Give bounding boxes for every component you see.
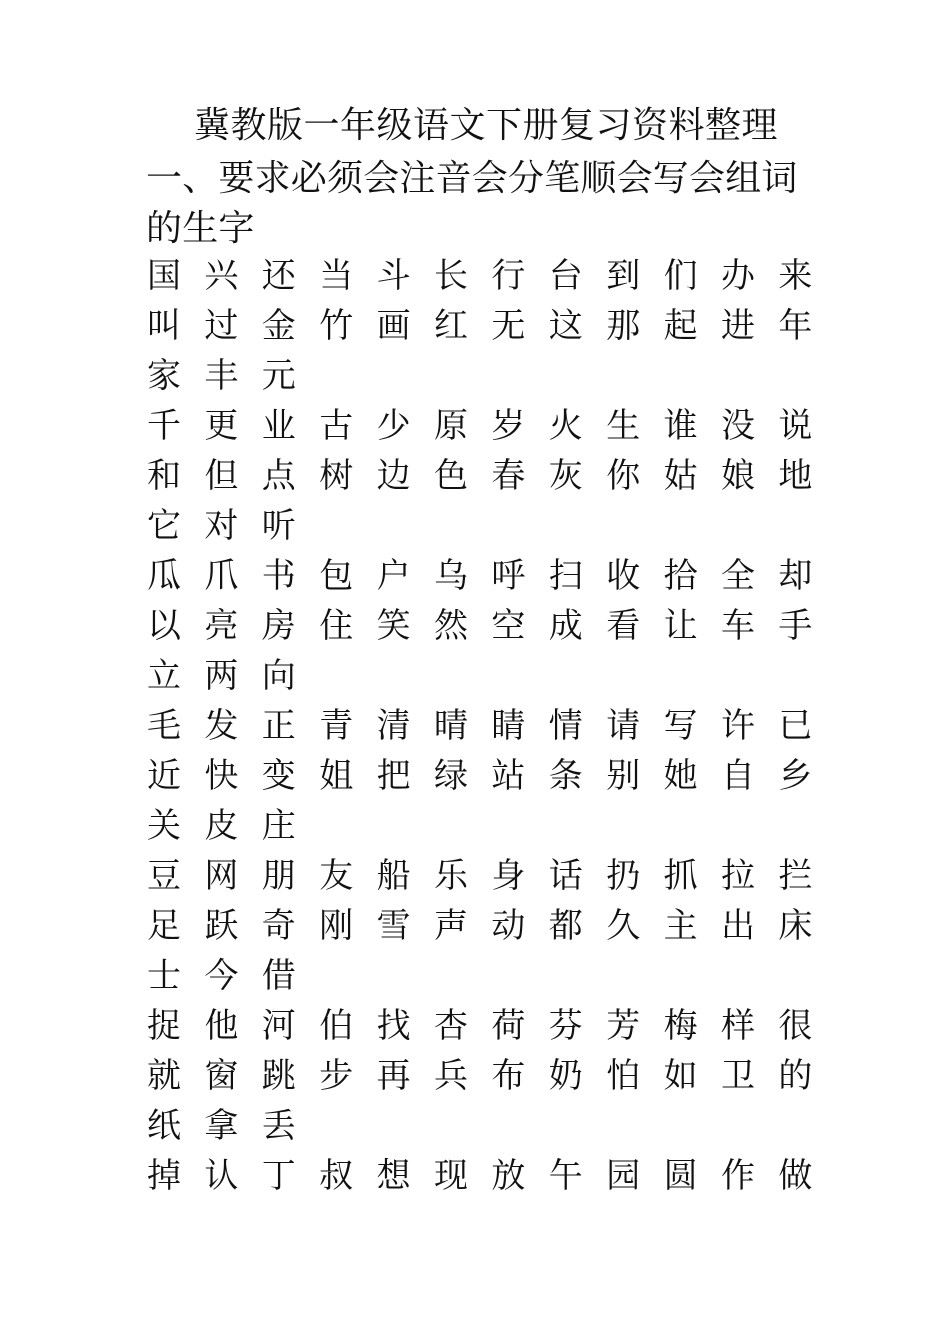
character-item: 再 [376,1056,411,1096]
character-item: 想 [376,1156,411,1196]
character-item: 和 [147,456,181,496]
character-item: 却 [778,556,813,596]
character-item: 河 [261,1006,296,1046]
character-item: 拿 [204,1106,239,1146]
character-item: 请 [606,706,641,746]
section-heading [146,154,816,254]
character-item: 没 [721,406,755,446]
character-row [146,253,816,303]
character-item: 乌 [434,556,468,596]
character-item: 让 [663,606,698,646]
character-item: 晴 [434,706,468,746]
character-item: 声 [434,906,468,946]
character-item: 他 [204,1006,239,1046]
character-row [146,753,816,803]
character-item: 丰 [204,356,239,396]
character-item: 起 [663,306,698,346]
character-item: 自 [721,756,755,796]
character-row [146,1103,816,1153]
character-item: 奇 [261,906,296,946]
character-item: 画 [376,306,411,346]
character-item: 刚 [319,906,354,946]
character-item: 捉 [147,1006,181,1046]
character-item: 豆 [147,856,181,896]
character-item: 借 [261,956,296,996]
character-item: 怕 [606,1056,641,1096]
character-item: 情 [548,706,583,746]
character-item: 地 [778,456,813,496]
character-item: 的 [778,1056,813,1096]
character-item: 以 [147,606,181,646]
character-item: 然 [434,606,468,646]
character-item: 芬 [548,1006,583,1046]
character-item: 步 [319,1056,354,1096]
character-item: 丢 [261,1106,296,1146]
character-item: 户 [376,556,411,596]
character-item: 如 [663,1056,698,1096]
character-item: 两 [204,656,239,696]
character-row [146,953,816,1003]
character-item: 床 [778,906,813,946]
character-item: 更 [204,406,239,446]
character-item: 原 [434,406,468,446]
character-item: 过 [204,306,239,346]
character-item: 毛 [147,706,181,746]
character-item: 样 [721,1006,755,1046]
character-row [146,903,816,953]
character-item: 立 [147,656,181,696]
character-item: 跳 [261,1056,296,1096]
character-item: 乡 [778,756,813,796]
character-item: 叫 [147,306,181,346]
character-item: 办 [721,256,755,296]
character-item: 兴 [204,256,239,296]
character-item: 房 [261,606,296,646]
character-item: 拦 [778,856,813,896]
character-item: 听 [261,506,296,546]
character-item: 姑 [663,456,698,496]
character-item: 雪 [376,906,411,946]
character-item: 她 [663,756,698,796]
character-item: 车 [721,606,755,646]
character-row [146,453,816,503]
character-item: 金 [261,306,296,346]
character-item: 火 [548,406,583,446]
character-item: 足 [147,906,181,946]
character-item: 边 [376,456,411,496]
character-item: 亮 [204,606,239,646]
character-item: 对 [204,506,239,546]
character-item: 家 [147,356,181,396]
character-item: 无 [491,306,526,346]
character-item: 瓜 [147,556,181,596]
character-item: 现 [434,1156,468,1196]
character-item: 青 [319,706,354,746]
character-item: 朋 [261,856,296,896]
character-item: 全 [721,556,755,596]
character-item: 庄 [261,806,296,846]
character-item: 圆 [663,1156,698,1196]
character-item: 生 [606,406,641,446]
character-row [146,1053,816,1103]
character-item: 荷 [491,1006,526,1046]
character-item: 来 [778,256,813,296]
character-item: 近 [147,756,181,796]
character-item: 千 [147,406,181,446]
character-item: 话 [548,856,583,896]
character-item: 娘 [721,456,755,496]
character-item: 还 [261,256,296,296]
character-item: 住 [319,606,354,646]
character-item: 丁 [261,1156,296,1196]
character-item: 跃 [204,906,239,946]
character-item: 认 [204,1156,239,1196]
character-item: 这 [548,306,583,346]
character-item: 掉 [147,1156,181,1196]
character-item: 谁 [663,406,698,446]
character-item: 奶 [548,1056,583,1096]
character-row [146,403,816,453]
character-item: 关 [147,806,181,846]
character-item: 动 [491,906,526,946]
character-item: 今 [204,956,239,996]
character-item: 它 [147,506,181,546]
character-item: 皮 [204,806,239,846]
character-item: 书 [261,556,296,596]
character-item: 芳 [606,1006,641,1046]
character-item: 出 [721,906,755,946]
character-item: 进 [721,306,755,346]
character-item: 笑 [376,606,411,646]
character-item: 元 [261,356,296,396]
character-item: 斗 [376,256,411,296]
character-list [146,253,816,1203]
character-item: 扔 [606,856,641,896]
character-row [146,653,816,703]
character-item: 看 [606,606,641,646]
character-item: 网 [204,856,239,896]
character-item: 园 [606,1156,641,1196]
character-item: 做 [778,1156,813,1196]
character-item: 纸 [147,1106,181,1146]
character-item: 士 [147,956,181,996]
character-item: 收 [606,556,641,596]
character-item: 点 [261,456,296,496]
character-item: 清 [376,706,411,746]
character-item: 都 [548,906,583,946]
character-item: 身 [491,856,526,896]
character-item: 放 [491,1156,526,1196]
character-item: 许 [721,706,755,746]
character-row [146,853,816,903]
character-row [146,553,816,603]
character-item: 红 [434,306,468,346]
character-item: 兵 [434,1056,468,1096]
character-item: 正 [261,706,296,746]
character-item: 古 [319,406,354,446]
character-item: 业 [261,406,296,446]
character-item: 色 [434,456,468,496]
character-row [146,603,816,653]
character-item: 杏 [434,1006,468,1046]
character-item: 就 [147,1056,181,1096]
character-item: 春 [491,456,526,496]
character-item: 拾 [663,556,698,596]
character-row [146,1153,816,1203]
character-item: 变 [261,756,296,796]
character-item: 叔 [319,1156,354,1196]
character-item: 但 [204,456,239,496]
character-item: 年 [778,306,813,346]
character-item: 把 [376,756,411,796]
character-item: 到 [606,256,641,296]
character-item: 站 [491,756,526,796]
character-item: 行 [491,256,526,296]
character-item: 发 [204,706,239,746]
character-item: 拉 [721,856,755,896]
document-title: 冀教版一年级语文下册复习资料整理 [194,105,779,146]
character-row [146,803,816,853]
character-item: 作 [721,1156,755,1196]
character-item: 伯 [319,1006,354,1046]
character-item: 向 [261,656,296,696]
character-item: 窗 [204,1056,239,1096]
character-item: 灰 [548,456,583,496]
character-item: 久 [606,906,641,946]
character-item: 卫 [721,1056,755,1096]
character-item: 们 [663,256,698,296]
character-item: 国 [147,256,181,296]
character-item: 空 [491,606,526,646]
character-item: 那 [606,306,641,346]
character-item: 竹 [319,306,354,346]
character-item: 主 [663,906,698,946]
character-row [146,703,816,753]
character-item: 睛 [491,706,526,746]
character-item: 成 [548,606,583,646]
character-item: 说 [778,406,813,446]
character-item: 别 [606,756,641,796]
character-item: 呼 [491,556,526,596]
character-item: 乐 [434,856,468,896]
character-item: 台 [548,256,583,296]
character-item: 树 [319,456,354,496]
character-row [146,353,816,403]
character-item: 午 [548,1156,583,1196]
character-item: 绿 [434,756,468,796]
section-heading-line-2: 的生字 [146,208,255,249]
character-item: 爪 [204,556,239,596]
character-item: 布 [491,1056,526,1096]
character-row [146,1003,816,1053]
character-item: 已 [778,706,813,746]
character-item: 梅 [663,1006,698,1046]
character-item: 你 [606,456,641,496]
character-item: 扫 [548,556,583,596]
character-row [146,303,816,353]
character-item: 当 [319,256,354,296]
character-item: 手 [778,606,813,646]
character-item: 岁 [491,406,526,446]
character-row [146,503,816,553]
character-item: 少 [376,406,411,446]
character-item: 友 [319,856,354,896]
character-item: 找 [376,1006,411,1046]
character-item: 姐 [319,756,354,796]
section-heading-line-1: 一、要求必须会注音会分笔顺会写会组词 [146,158,798,199]
character-item: 条 [548,756,583,796]
character-item: 很 [778,1006,813,1046]
character-item: 抓 [663,856,698,896]
character-item: 写 [663,706,698,746]
character-item: 包 [319,556,354,596]
character-item: 快 [204,756,239,796]
character-item: 长 [434,256,468,296]
character-item: 船 [376,856,411,896]
